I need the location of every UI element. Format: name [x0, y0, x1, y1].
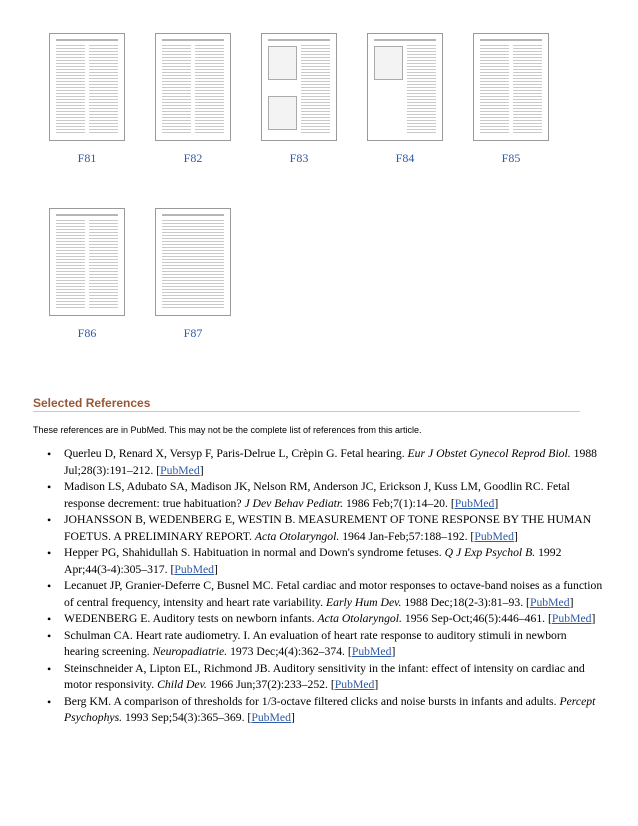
journal-name: J Dev Behav Pediatr.: [244, 496, 344, 510]
journal-name: Percept Psychophys.: [64, 694, 596, 724]
journal-name: Early Hum Dev.: [326, 595, 402, 609]
pubmed-link[interactable]: PubMed: [334, 678, 375, 691]
pubmed-link[interactable]: PubMed: [529, 595, 570, 609]
thumbnail-f87[interactable]: [140, 208, 246, 341]
thumbnail-f86[interactable]: [34, 208, 140, 341]
reference-item: • Berg KM. A comparison of thresholds for 1/3-octave filtered clicks and noise bursts in infants and adults. Percept Psychophys. 1993 Sep;54(3):365–369. [PubMed]: [64, 694, 604, 727]
section-divider: [33, 411, 580, 412]
pubmed-link[interactable]: PubMed: [251, 711, 291, 724]
journal-name: Neuropadiatrie.: [152, 645, 228, 658]
pubmed-link[interactable]: PubMed: [351, 645, 392, 658]
thumbnail-link[interactable]: F83: [289, 151, 309, 165]
pubmed-link[interactable]: PubMed: [160, 463, 200, 477]
thumbnail-link[interactable]: F85: [501, 151, 521, 165]
thumbnail-link[interactable]: F86: [77, 326, 97, 340]
reference-item: • Schulman CA. Heart rate audiometry. I. An evaluation of heart rate response to auditory stimuli in newborn hearing screening. Neuropadiatrie. 1973 Dec;4(4):362–374. [PubMed]: [64, 628, 604, 661]
thumbnail-link[interactable]: F82: [183, 151, 203, 165]
pubmed-link[interactable]: PubMed: [474, 529, 514, 543]
page-thumbnail-image[interactable]: [473, 33, 549, 141]
page-thumbnail-image[interactable]: [49, 33, 125, 141]
reference-item: • Querleu D, Renard X, Versyp F, Paris-Delrue L, Crèpin G. Fetal hearing. Eur J Obstet Gynecol Reprod Biol. 1988 Jul;28(3):191–212. [PubMed]: [64, 446, 604, 479]
reference-item: • JOHANSSON B, WEDENBERG E, WESTIN B. MEASUREMENT OF TONE RESPONSE BY THE HUMAN FOETUS. A PRELIMINARY REPORT. Acta Otolaryngol. 1964 Jan-Feb;57:188–192. [PubMed]: [64, 512, 604, 545]
page-thumbnail-image[interactable]: [155, 208, 231, 316]
thumbnail-f83[interactable]: [246, 33, 352, 166]
reference-item: • WEDENBERG E. Auditory tests on newborn infants. Acta Otolaryngol. 1956 Sep-Oct;46(5):446–461. [PubMed]: [64, 611, 604, 628]
page-thumbnail-image[interactable]: [367, 33, 443, 141]
thumbnail-link[interactable]: F81: [77, 151, 97, 165]
reference-item: • Madison LS, Adubato SA, Madison JK, Nelson RM, Anderson JC, Erickson J, Kuss LM, Goodlin RC. Fetal response decrement: true habituation? J Dev Behav Pediatr. 1986 Feb;7(1):14–20. [PubMed]: [64, 479, 604, 512]
journal-name: Child Dev.: [157, 678, 207, 691]
thumbnail-f81[interactable]: [34, 33, 140, 166]
references-note: These references are in PubMed. This may not be the complete list of references from this article.: [33, 425, 422, 435]
reference-item: • Steinschneider A, Lipton EL, Richmond JB. Auditory sensitivity in the infant: effect of intensity on cardiac and motor responsivity. Child Dev. 1966 Jun;37(2):233–252. [PubMed]: [64, 661, 604, 694]
thumbnail-f84[interactable]: [352, 33, 458, 166]
page-thumbnail-image[interactable]: [49, 208, 125, 316]
pubmed-link[interactable]: PubMed: [551, 612, 592, 625]
thumbnail-link[interactable]: F87: [183, 326, 203, 340]
thumbnail-link[interactable]: F84: [395, 151, 415, 165]
reference-list: [33, 446, 604, 727]
journal-name: Eur J Obstet Gynecol Reprod Biol.: [407, 447, 571, 460]
thumbnail-f82[interactable]: [140, 33, 246, 166]
journal-name: Acta Otolaryngol.: [254, 529, 340, 543]
pubmed-link[interactable]: PubMed: [454, 496, 495, 510]
reference-item: • Hepper PG, Shahidullah S. Habituation in normal and Down's syndrome fetuses. Q J Exp Psychol B. 1992 Apr;44(3-4):305–317. [PubMed]: [64, 545, 604, 578]
section-title: Selected References: [33, 396, 151, 410]
page-thumbnail-image[interactable]: [155, 33, 231, 141]
journal-name: Acta Otolaryngol.: [317, 612, 402, 625]
reference-item: • Lecanuet JP, Granier-Deferre C, Busnel MC. Fetal cardiac and motor responses to octave-band noises as a function of central frequency, intensity and heart rate variability. Early Hum Dev. 1988 Dec;18(2-3):81–93. [PubMed]: [64, 578, 604, 611]
pubmed-link[interactable]: PubMed: [174, 562, 214, 576]
page-thumbnail-image[interactable]: [261, 33, 337, 141]
thumbnail-f85[interactable]: [458, 33, 564, 166]
journal-name: Q J Exp Psychol B.: [444, 546, 536, 559]
